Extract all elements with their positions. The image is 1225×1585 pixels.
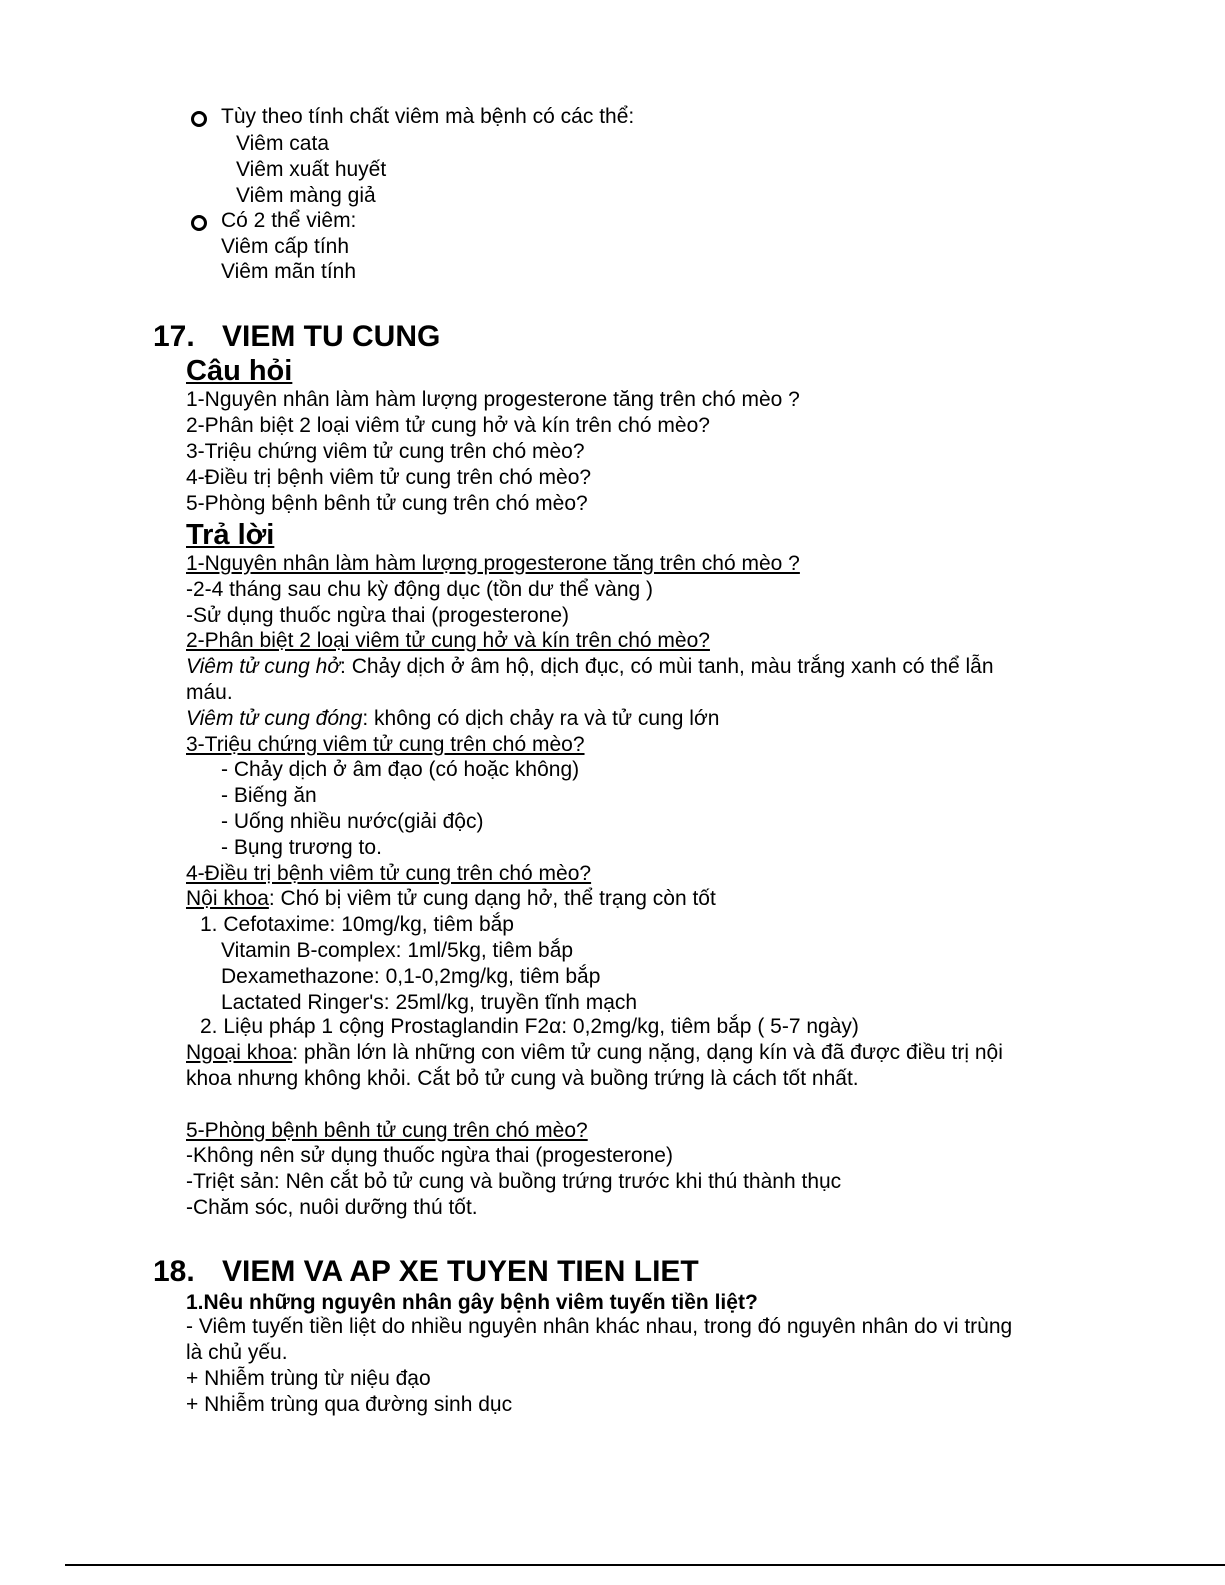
open-type-line: [186, 654, 994, 680]
type-item: Viêm cấp tính: [221, 235, 350, 258]
intro-bullet-text: Có 2 thể viêm:: [221, 209, 357, 232]
open-type-term: Viêm tử cung hở: [186, 655, 341, 678]
question-item: 3-Triệu chứng viêm tử cung trên chó mèo?: [186, 440, 585, 463]
internal-treatment-term: Nội khoa: [186, 887, 269, 910]
surgical-treatment-desc: : phần lớn là những con viêm tử cung nặng, dạng kín và đã được điều trị nội: [292, 1041, 1003, 1064]
closed-type-desc: : không có dịch chảy ra và tử cung lớn: [362, 707, 720, 730]
closed-type-term: Viêm tử cung đóng: [186, 707, 363, 730]
answer-title: 4-Điều trị bệnh viêm tử cung trên chó mèo?: [186, 862, 592, 885]
symptom-item: - Uống nhiều nước(giải độc): [221, 810, 484, 833]
prevention-item: -Chăm sóc, nuôi dưỡng thú tốt.: [186, 1196, 478, 1219]
internal-treatment-line: [186, 886, 716, 912]
closed-type-line: [186, 706, 719, 732]
answer-line: là chủ yếu.: [186, 1341, 288, 1364]
intro-bullet-text: Tùy theo tính chất viêm mà bệnh có các thể:: [221, 105, 635, 128]
regimen-item: Vitamin B-complex: 1ml/5kg, tiêm bắp: [221, 939, 574, 962]
regimen-item: 2. Liệu pháp 1 cộng Prostaglandin F2α: 0,2mg/kg, tiêm bắp ( 5-7 ngày): [200, 1015, 859, 1038]
surgical-treatment-term: Ngoại khoa: [186, 1041, 293, 1064]
section-number: 18.: [153, 1255, 195, 1288]
answer-line: -2-4 tháng sau chu kỳ động dục (tồn dư thể vàng ): [186, 578, 654, 601]
regimen-item: Lactated Ringer's: 25ml/kg, truyền tĩnh mạch: [221, 991, 638, 1014]
surgical-treatment-line: [186, 1040, 1003, 1066]
form-item: Viêm màng giả: [236, 184, 376, 207]
symptom-item: - Biếng ăn: [221, 784, 317, 807]
questions-heading: Câu hỏi: [186, 355, 293, 387]
open-type-desc-cont: máu.: [186, 681, 233, 704]
section-title: VIEM VA AP XE TUYEN TIEN LIET: [222, 1255, 699, 1288]
regimen-item: 1. Cefotaxime: 10mg/kg, tiêm bắp: [200, 913, 514, 936]
answer-line: + Nhiễm trùng qua đường sinh dục: [186, 1393, 513, 1416]
answer-line: -Sử dụng thuốc ngừa thai (progesterone): [186, 604, 570, 627]
type-item: Viêm mãn tính: [221, 260, 357, 283]
prevention-item: -Triệt sản: Nên cắt bỏ tử cung và buồng trứng trước khi thú thành thục: [186, 1170, 842, 1193]
prevention-item: -Không nên sử dụng thuốc ngừa thai (progesterone): [186, 1144, 673, 1167]
question-item: 2-Phân biệt 2 loại viêm tử cung hở và kín trên chó mèo?: [186, 414, 710, 437]
answers-heading: Trả lời: [186, 519, 275, 551]
question-item: 4-Điều trị bệnh viêm tử cung trên chó mèo?: [186, 466, 592, 489]
bullet-icon: [191, 111, 207, 127]
question-item: 5-Phòng bệnh bênh tử cung trên chó mèo?: [186, 492, 588, 515]
bullet-icon: [191, 215, 207, 231]
page-divider: [65, 1564, 1225, 1566]
surgical-treatment-desc-cont: khoa nhưng không khỏi. Cắt bỏ tử cung và buồng trứng là cách tốt nhất.: [186, 1067, 859, 1090]
answer-title: 2-Phân biệt 2 loại viêm tử cung hở và kín trên chó mèo?: [186, 629, 710, 652]
symptom-item: - Bụng trương to.: [221, 836, 382, 859]
question-item: 1-Nguyên nhân làm hàm lượng progesterone tăng trên chó mèo ?: [186, 388, 800, 411]
answer-title: 1-Nguyên nhân làm hàm lượng progesterone tăng trên chó mèo ?: [186, 552, 800, 575]
form-item: Viêm xuất huyết: [236, 158, 387, 181]
internal-treatment-desc: : Chó bị viêm tử cung dạng hở, thể trạng còn tốt: [268, 887, 716, 910]
section-title: VIEM TU CUNG: [222, 320, 441, 353]
question-heading: 1.Nêu những nguyên nhân gây bệnh viêm tuyến tiền liệt?: [186, 1291, 758, 1314]
open-type-desc: : Chảy dịch ở âm hộ, dịch đục, có mùi tanh, màu trắng xanh có thể lẫn: [340, 655, 994, 678]
answer-line: - Viêm tuyến tiền liệt do nhiều nguyên nhân khác nhau, trong đó nguyên nhân do vi trùng: [186, 1315, 1013, 1338]
section-number: 17.: [153, 320, 195, 353]
regimen-item: Dexamethazone: 0,1-0,2mg/kg, tiêm bắp: [221, 965, 601, 988]
answer-line: + Nhiễm trùng từ niệu đạo: [186, 1367, 431, 1390]
symptom-item: - Chảy dịch ở âm đạo (có hoặc không): [221, 758, 580, 781]
form-item: Viêm cata: [236, 132, 329, 155]
answer-title: 3-Triệu chứng viêm tử cung trên chó mèo?: [186, 733, 585, 756]
answer-title: 5-Phòng bệnh bênh tử cung trên chó mèo?: [186, 1119, 588, 1142]
